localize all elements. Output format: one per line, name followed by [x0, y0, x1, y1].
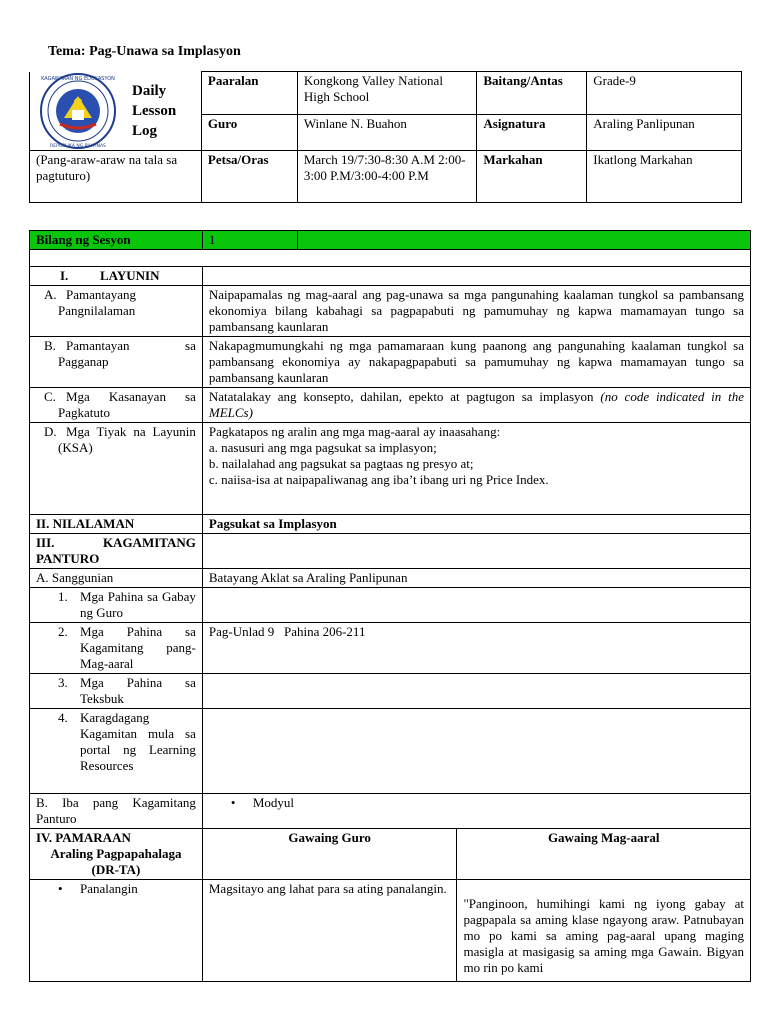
- layunin-a-label: A. Pamantayang Pangnilalaman: [30, 286, 203, 337]
- lesson-theme: Tema: Pag-Unawa sa Implasyon: [48, 44, 241, 59]
- layunin-c-value: Natatalakay ang konsepto, dahilan, epekto at pagtugon sa implasyon (no code indicated in the MELCs): [202, 388, 750, 423]
- iba-label: B. Iba pang Kagamitang Panturo: [30, 794, 203, 829]
- svg-text:REPUBLIKA NG PILIPINAS: REPUBLIKA NG PILIPINAS: [50, 143, 106, 149]
- nilalaman-value: Pagsukat sa Implasyon: [202, 515, 750, 534]
- layunin-d-value: Pagkatapos ng aralin ang mga mag-aaral ay inaasahang: a. nasusuri ang mga pagsukat sa implasyon; b. nailalahad ang pagsukat sa pagtaas ng presyo at; c. naiisa-isa at naipapaliwanag ang iba’t ibang uri ng Price Index.: [202, 423, 750, 515]
- bullet-icon: •: [230, 795, 236, 810]
- session-label: Bilang ng Sesyon: [30, 231, 203, 250]
- layunin-c-label: C. Mga Kasanayan sa Pagkatuto: [30, 388, 203, 423]
- asignatura-label: Asignatura: [477, 115, 587, 151]
- layunin-d-label: D. Mga Tiyak na Layunin (KSA): [30, 423, 203, 515]
- deped-seal-icon: [34, 72, 122, 150]
- svg-text:KAGAWARAN NG EDUKASYON: KAGAWARAN NG EDUKASYON: [41, 75, 115, 82]
- panalangin-guro: Magsitayo ang lahat para sa ating panalangin.: [202, 880, 457, 982]
- panalangin-label: • Panalangin: [30, 880, 203, 982]
- layunin-heading: I. LAYUNIN: [30, 267, 203, 286]
- sanggunian-value: Batayang Aklat sa Araling Panlipunan: [202, 569, 750, 588]
- kagamitan-label: III. KAGAMITANG PANTURO: [30, 534, 203, 569]
- lesson-table: [29, 230, 751, 982]
- petsa-label: Petsa/Oras: [201, 151, 297, 203]
- gawaing-magaaral-head: Gawaing Mag-aaral: [457, 829, 751, 880]
- kagamitan-item-2: 2. Mga Pahina sa Kagamitang pang-Mag-aaral: [30, 623, 203, 674]
- daily-lesson-log-title: Daily Lesson Log: [132, 82, 177, 139]
- kagamitan-item-3: 3. Mga Pahina sa Teksbuk: [30, 674, 203, 709]
- markahan-label: Markahan: [477, 151, 587, 203]
- layunin-b-value: Nakapagmumungkahi ng mga pamamaraan kung paanong ang pangunahing kaalaman tungkol sa pambansang ekonomiya ay nakapagpapabuti sa pamumuhay ng kapwa mamamayan tungo sa pambansang kaunlaran: [202, 337, 750, 388]
- markahan-value: Ikatlong Markahan: [587, 151, 742, 203]
- paaralan-label: Paaralan: [201, 72, 297, 115]
- iba-value: • Modyul: [202, 794, 750, 829]
- subtitle: (Pang-araw-araw na tala sa pagtuturo): [30, 151, 202, 203]
- layunin-heading-row: [30, 267, 751, 286]
- logo-title-cell: [30, 72, 202, 151]
- header-table: [29, 71, 742, 203]
- baitang-label: Baitang/Antas: [477, 72, 587, 115]
- guro-label: Guro: [201, 115, 297, 151]
- session-value: 1: [202, 231, 297, 250]
- session-row: [30, 231, 751, 250]
- panalangin-magaaral: "Panginoon, humihingi kami ng iyong gabay at pagpapala sa aming klase ngayong araw. Patnubayan mo po kami sa aming pag-aaral upang maging masigla at masigasig sa aming mga Gawain. Bigyan mo rin po kami: [457, 880, 751, 982]
- pamaraan-label: IV. PAMARAAN Araling Pagpapahalaga (DR-TA): [30, 829, 203, 880]
- kagamitan-item-2-value: Pag-Unlad 9 Pahina 206-211: [202, 623, 750, 674]
- kagamitan-item-4: 4. Karagdagang Kagamitan mula sa portal ng Learning Resources: [30, 709, 203, 794]
- sanggunian-label: A. Sanggunian: [30, 569, 203, 588]
- layunin-a-value: Naipapamalas ng mag-aaral ang pag-unawa sa mga pangunahing kaalaman tungkol sa pambansang ekonomiya bilang kabahagi sa pagpapabuti ng pamumuhay ng kapwa mamamayan tungo sa pambansang kaunlaran: [202, 286, 750, 337]
- gawaing-guro-head: Gawaing Guro: [202, 829, 457, 880]
- guro-value: Winlane N. Buahon: [297, 115, 477, 151]
- asignatura-value: Araling Panlipunan: [587, 115, 742, 151]
- baitang-value: Grade-9: [587, 72, 742, 115]
- kagamitan-item-1: 1. Mga Pahina sa Gabay ng Guro: [30, 588, 203, 623]
- petsa-value: March 19/7:30-8:30 A.M 2:00-3:00 P.M/3:00-4:00 P.M: [297, 151, 477, 203]
- nilalaman-label: II. NILALAMAN: [30, 515, 203, 534]
- layunin-b-label: B. Pamantayan sa Pagganap: [30, 337, 203, 388]
- bullet-icon: •: [58, 881, 63, 896]
- paaralan-value: Kongkong Valley National High School: [297, 72, 477, 115]
